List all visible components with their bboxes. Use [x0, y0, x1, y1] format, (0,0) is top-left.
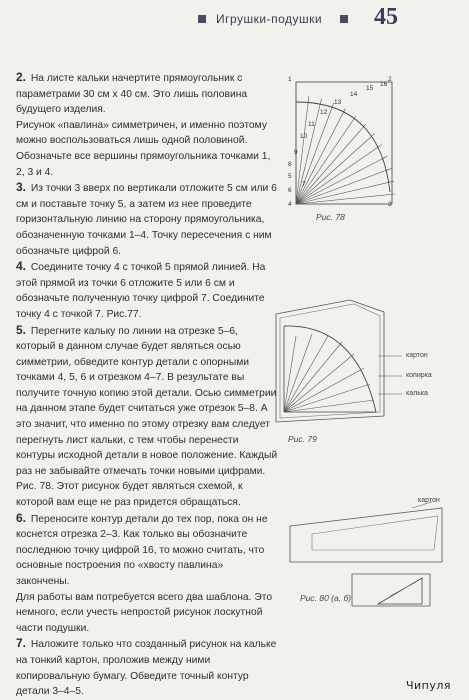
figure-79-label-kalka: калька: [406, 390, 428, 397]
fig78-point-label: 15: [366, 85, 374, 92]
fig78-point-label: 7: [302, 181, 306, 188]
paragraph: Для работы вам потребуется всего два шаблона. Это немного, если учесть непростой рисунок лоскутной части подушки.: [16, 591, 273, 634]
fig78-ray: [296, 194, 395, 204]
header-square-right-icon: [340, 15, 348, 23]
fig78-point-label: 6: [288, 187, 292, 194]
figure-79: [266, 296, 416, 434]
fig78-ray: [296, 145, 382, 204]
fig78-ray: [296, 103, 334, 204]
fig78-point-label: 5: [288, 173, 292, 180]
figure-78-caption: Рис. 78: [316, 212, 345, 222]
fig78-ray: [296, 99, 322, 204]
figure-79-label-karton: картон: [406, 352, 428, 359]
fig78-point-label: 12: [320, 109, 328, 116]
fig79-diagram: [266, 296, 416, 434]
fig78-point-label: 13: [334, 99, 342, 106]
figure-80-label-karton: картон: [418, 497, 440, 504]
paragraph: 5. Перегните кальку по линии на отрезке 5–6, который в данном случае будет являться осью симметрии, обведите контур детали с опорными точками 4, 5, 6 и отрезком 4–7. В результате вы получите точную копию этой детали. Осью симметрии на данном этапе будет считаться уже отрезок 5–8. А это значит, что именно по этому отрезку вам следует перегнуть лист кальки, с тем чтобы перенести контуры исходной детали в новое положение. Каждый раз не забывайте отмечать точки новыми цифрами. Рис. 78. Этот рисунок будет являться схемой, к которой вам еще не раз придется обращаться.: [16, 322, 278, 509]
fig78-point-label: 16: [380, 81, 388, 88]
figure-79-caption: Рис. 79: [288, 434, 317, 444]
watermark-signature: Чипуля: [405, 679, 451, 692]
fig78-ray: [296, 168, 391, 204]
paragraph: 2. На листе кальки начертите прямоугольник с параметрами 30 см х 40 см. Это лишь половина будущего изделия.: [16, 70, 248, 116]
figure-78: [284, 74, 402, 208]
fig78-point-label: 9: [294, 149, 298, 156]
paragraph: 7. Наложите только что созданный рисунок на кальке на тонкий картон, проложив между ними копировальную бумагу. Обведите точный контур детали 3–4–5.: [16, 636, 277, 698]
paragraph: 6. Переносите контур детали до тех пор, пока он не коснется отрезка 2–3. Как только вы обозначите последнюю точку цифрой 16, то можно считать, что основные построения по «хвосту павлина» закончены.: [16, 510, 268, 587]
fig78-point-label: 11: [308, 121, 315, 128]
instructions-text: [16, 70, 278, 700]
paragraph: 3. Из точки 3 вверх по вертикали отложите 5 см или 6 см и поставьте точку 5, а затем из нее проведите горизонтальную линию на сторону прямоугольника, обозначенную точками 1–4. Точку пересечения с ним обозначьте цифрой 6.: [16, 180, 277, 257]
fig78-point-label: 2: [388, 76, 392, 83]
fig78-point-label: 4: [288, 201, 292, 208]
fig78-point-label: 1: [288, 76, 292, 83]
paragraph: Рисунок «павлина» симметричен, и именно поэтому можно воспользоваться лишь одной половиной. Обозначьте все вершины прямоугольника точками 1, 2, 3 и 4.: [16, 119, 271, 178]
paragraph: 4. Соедините точку 4 с точкой 5 прямой линией. На этой прямой из точки 6 отложите 5 или 6 см и обозначьте полученную точку цифрой 7. Соедините точку 4 с точкой 7. Рис.77.: [16, 259, 266, 320]
fig78-point-label: 14: [350, 91, 358, 98]
figure-80-caption: Рис. 80 (а, б): [300, 593, 352, 603]
page-number: 45: [374, 4, 398, 30]
running-header-title: Игрушки-подушки: [216, 12, 323, 26]
fig78-diagram: [284, 74, 402, 208]
fig78-ray: [296, 181, 394, 204]
figure-79-label-kopirka: копирка: [406, 372, 432, 379]
fig78-point-label: 8: [288, 161, 292, 168]
fig78-point-label: 10: [300, 133, 308, 140]
fig78-point-label: 3: [388, 201, 392, 208]
header-square-left-icon: [198, 15, 206, 23]
